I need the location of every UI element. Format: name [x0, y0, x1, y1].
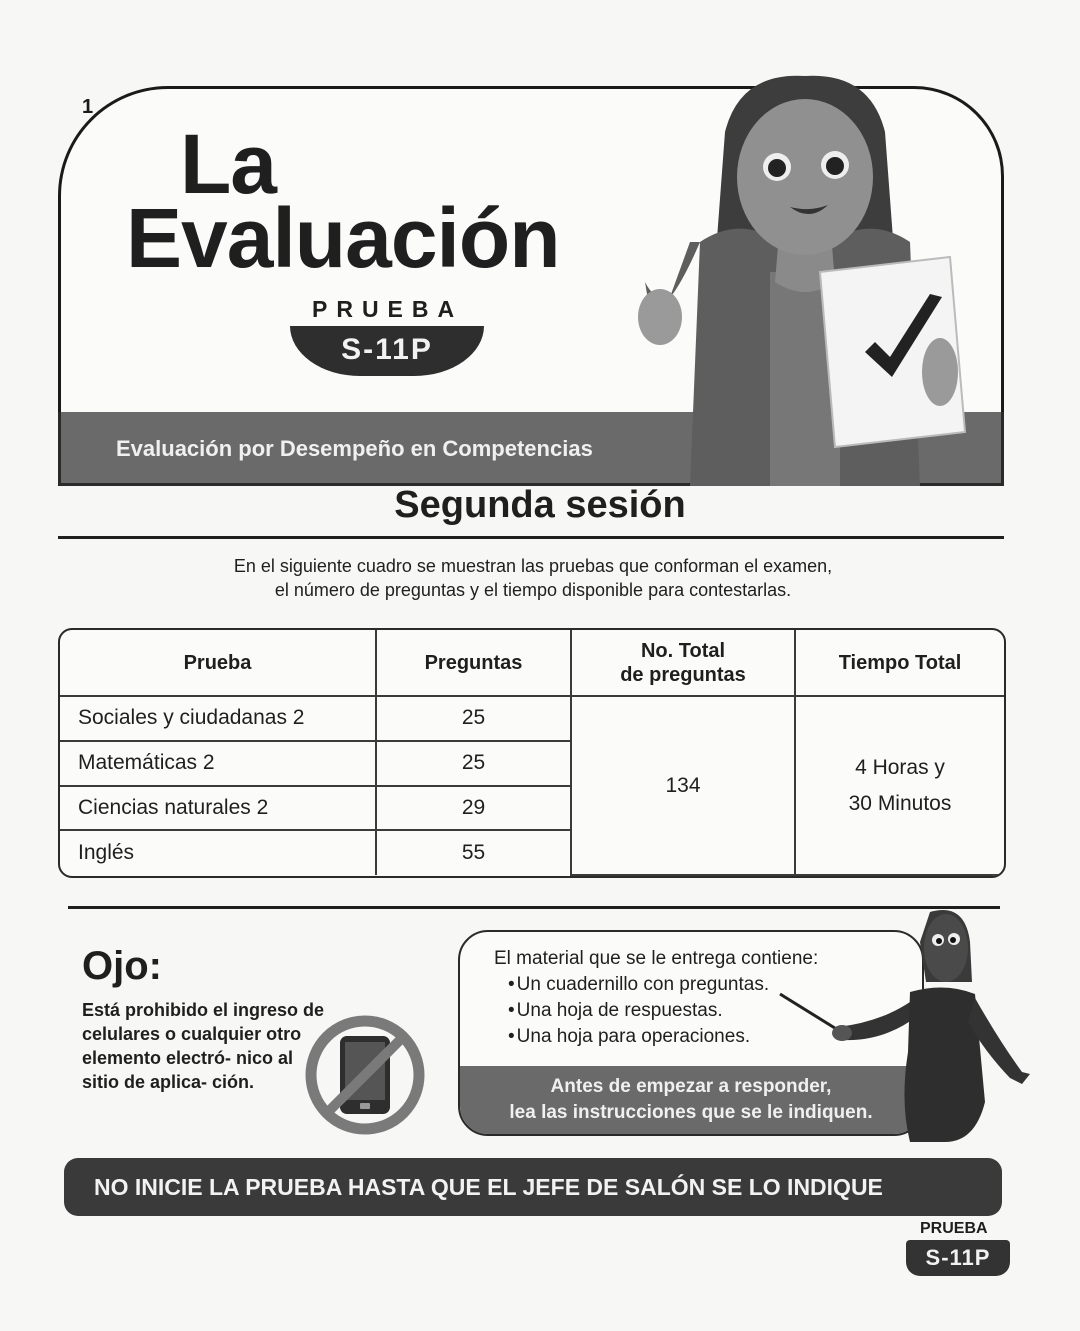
row-prueba: Matemáticas 2	[60, 741, 376, 786]
header-tiempo-total: Tiempo Total	[795, 630, 1004, 696]
notice-title: Ojo:	[82, 944, 162, 988]
intro-line-1: En el siguiente cuadro se muestran las pruebas que conforman el examen,	[233, 556, 833, 576]
material-item: • Una hoja de respuestas.	[494, 998, 818, 1024]
material-instruction-line-2: lea las instrucciones que se le indiquen.	[509, 1102, 873, 1123]
no-phone-icon	[304, 1014, 426, 1136]
intro-line-2: el número de preguntas y el tiempo disponible para contestarlas.	[274, 580, 792, 600]
row-preguntas: 25	[376, 741, 571, 786]
header-subtitle: Evaluación por Desempeño en Competencias	[116, 436, 593, 461]
row-preguntas: 55	[376, 830, 571, 875]
material-item: • Una hoja para operaciones.	[494, 1024, 818, 1050]
warning-banner: NO INICIE LA PRUEBA HASTA QUE EL JEFE DE SALÓN SE LO INDIQUE	[64, 1158, 1002, 1216]
row-prueba: Inglés	[60, 830, 376, 875]
footer-prueba-label: PRUEBA	[920, 1220, 988, 1237]
row-prueba: Ciencias naturales 2	[60, 786, 376, 831]
row-preguntas: 25	[376, 696, 571, 741]
material-instruction-line-1: Antes de empezar a responder,	[550, 1076, 832, 1097]
header-prueba: Prueba	[60, 630, 376, 696]
row-preguntas: 29	[376, 786, 571, 831]
header-no-total-line-2: de preguntas	[620, 663, 746, 686]
notice-text: Está prohibido el ingreso de celulares o cualquier otro elemento electró- nico al sitio de aplica- ción.	[82, 1000, 325, 1092]
material-item: • Un cuadernillo con preguntas.	[494, 972, 818, 998]
total-preguntas: 134	[571, 696, 795, 875]
title-line-2: Evaluación	[126, 191, 560, 285]
header-preguntas: Preguntas	[376, 630, 571, 696]
material-intro: El material que se le entrega contiene:	[494, 948, 819, 969]
footer-prueba-code-badge: S-11P	[906, 1240, 1010, 1276]
prueba-code-badge: S-11P	[290, 326, 484, 376]
table-row	[60, 696, 1004, 741]
woman-holding-checklist-illustration	[630, 72, 980, 486]
exam-table	[58, 628, 1006, 878]
session-title: Segunda sesión	[394, 484, 686, 526]
tiempo-total	[795, 696, 1004, 875]
teacher-with-pointer-illustration	[760, 902, 1040, 1142]
header-no-total-line-1: No. Total	[640, 639, 726, 662]
prueba-label: PRUEBA	[312, 296, 464, 322]
tiempo-line-1: 4 Horas y	[855, 755, 945, 779]
title-line-1: La	[180, 117, 277, 211]
intro-text	[0, 554, 1066, 602]
tiempo-line-2: 30 Minutos	[848, 791, 952, 815]
page-number: 1	[82, 96, 94, 118]
table-header-row	[60, 630, 1004, 696]
row-prueba: Sociales y ciudadanas 2	[60, 696, 376, 741]
header-no-total	[571, 630, 795, 696]
session-divider	[58, 536, 1004, 539]
